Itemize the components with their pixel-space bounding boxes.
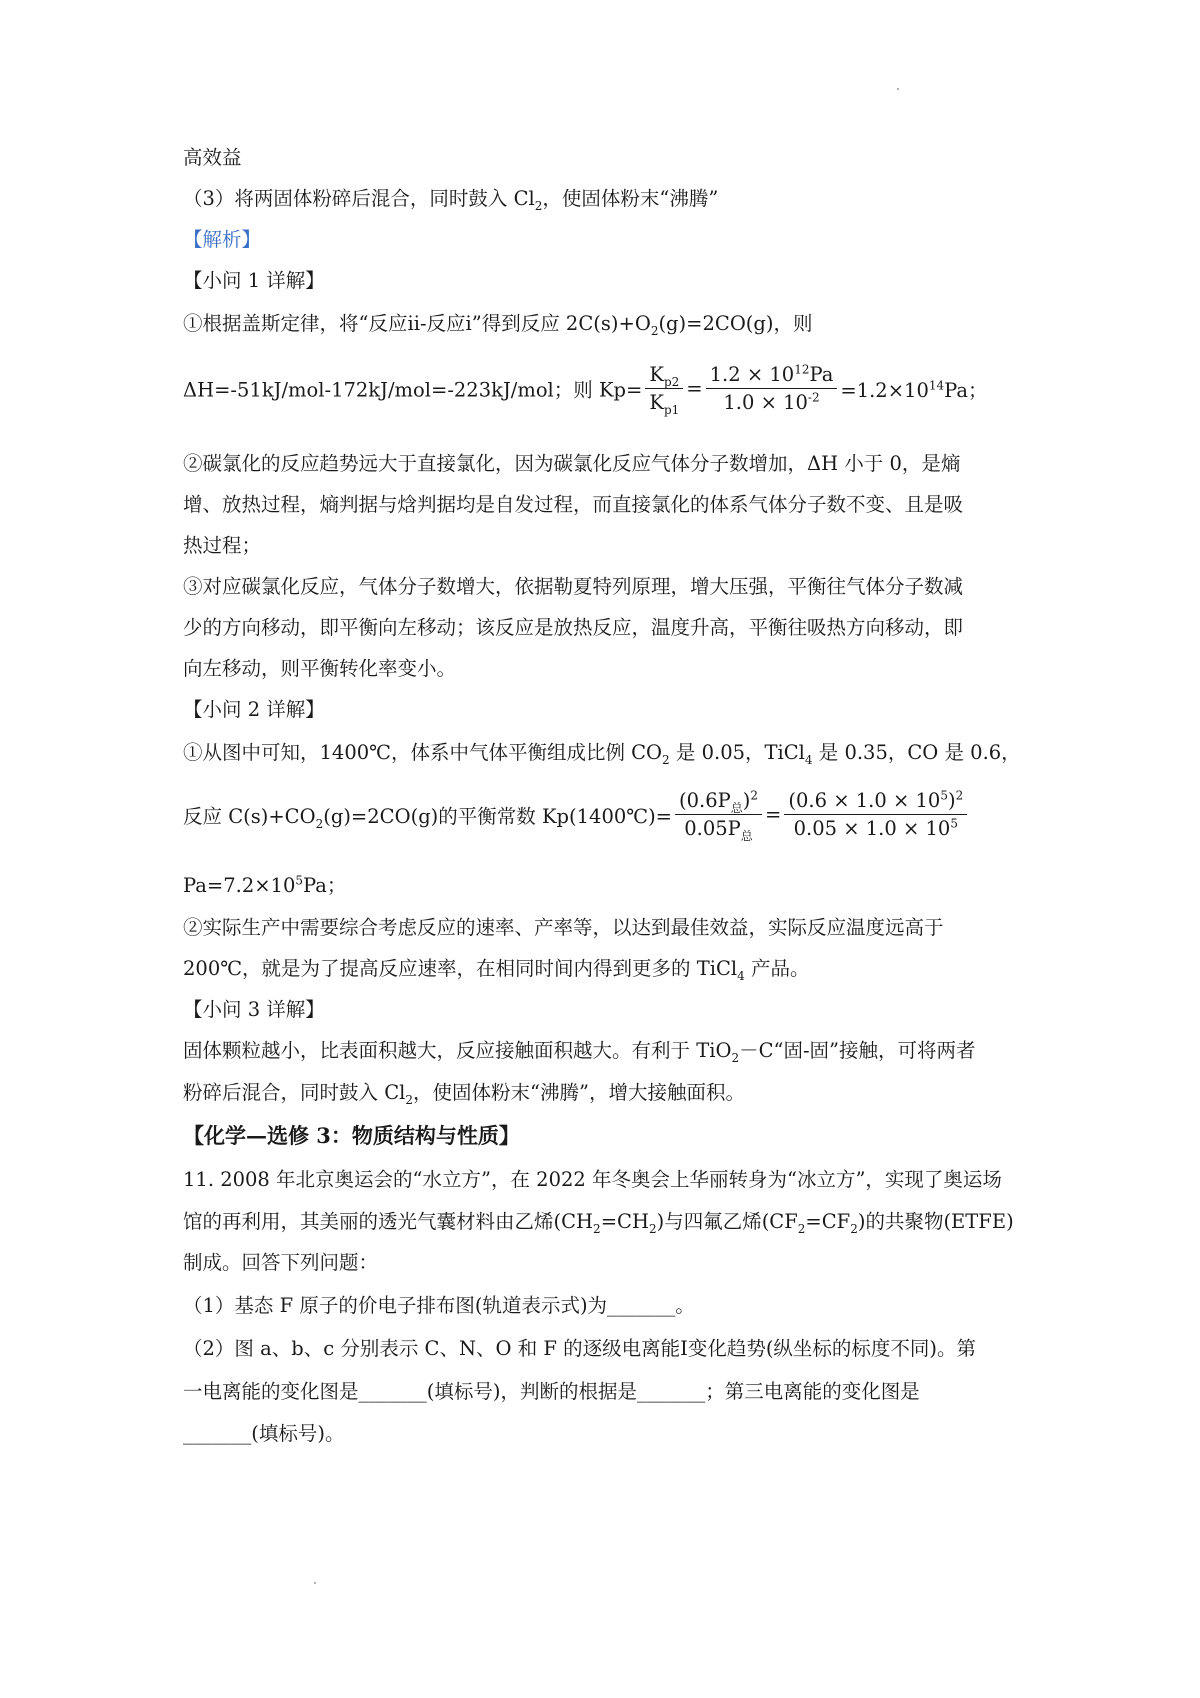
- text-line: 热过程；: [183, 534, 262, 557]
- text-line: 向左移动，则平衡转化率变小。: [183, 657, 457, 680]
- analysis-label: 【解析】: [183, 228, 262, 251]
- fraction-kp-values: $\frac{(0.6 \times 1.0 \times 10^5)^2}{0.05 \times 1.0 \times 10^5}$: [784, 789, 967, 840]
- text-line: 馆的再利用，其美丽的透光气囊材料由乙烯$(CH_2=CH_2)$与四氟乙烯$(CF_2=CF_2)$的共聚物(ETFE): [183, 1210, 1014, 1236]
- text-line: 高效益: [183, 146, 242, 169]
- text-line: 少的方向移动，即平衡向左移动；该反应是放热反应，温度升高，平衡往吸热方向移动，即: [183, 616, 964, 639]
- equation-line: 反应 $C(s)+CO_2(g)=2CO(g)$的平衡常数 Kp(1400℃)= $\frac{(0.6P_总)^2}{0.05P_总}$ = $\frac{(0.6 \times 1.0 \times 10^5)^2}{0.05 \times 1.0 \times 10^5}$: [183, 789, 970, 840]
- section-heading: 【化学—选修 3：物质结构与性质】: [183, 1123, 520, 1148]
- scan-dot: [897, 88, 899, 90]
- question-item: （2）图 a、b、c 分别表示 C、N、O 和 F 的逐级电离能Ⅰ变化趋势(纵坐标的标度不同)。第: [183, 1337, 977, 1360]
- text-line: 固体颗粒越小，比表面积越大，反应接触面积越大。有利于 TiO$_2$－C“固-固”接触，可将两者: [183, 1039, 976, 1065]
- fraction-values: $\frac{1.2 \times 10^{12}Pa}{1.0 \times 10^{-2}}$: [706, 363, 838, 414]
- text-line: 制成。回答下列问题：: [183, 1251, 379, 1274]
- text-line: ①从图中可知，1400℃，体系中气体平衡组成比例 $CO_2$ 是 0.05，TiCl$_4$ 是 0.35，CO 是 0.6，: [183, 741, 1021, 767]
- equation-line: ΔH=-51kJ/mol-172kJ/mol=-223kJ/mol；则 Kp= $\frac{K_{p2}}{K_{p1}}$ = $\frac{1.2 \times 10^{12}Pa}{1.0 \times 10^{-2}}$ $=1.2\times 10^{14}Pa$；: [183, 362, 988, 417]
- subquestion-heading: 【小问 3 详解】: [183, 998, 325, 1021]
- text-line: _______(填标号)。: [183, 1422, 345, 1445]
- text-line: ①根据盖斯定律，将“反应ⅱ-反应ⅰ”得到反应 $2C(s)+O_2(g)=2CO(g)$，则: [183, 312, 813, 338]
- text-line: 增、放热过程，熵判据与焓判据均是自发过程，而直接氯化的体系气体分子数不变、且是吸: [183, 493, 964, 516]
- text-line: （3）将两固体粉碎后混合，同时鼓入 $Cl_2$，使固体粉末“沸腾”: [183, 187, 719, 213]
- text-line: 粉碎后混合，同时鼓入 $Cl_2$，使固体粉末“沸腾”，增大接触面积。: [183, 1081, 745, 1107]
- text-line: ②实际生产中需要综合考虑反应的速率、产率等，以达到最佳效益，实际反应温度远高于: [183, 916, 944, 939]
- text-line: ②碳氯化的反应趋势远大于直接氯化，因为碳氯化反应气体分子数增加，ΔH 小于 0，是熵: [183, 452, 961, 475]
- question-item: （1）基态 F 原子的价电子排布图(轨道表示式)为_______。: [183, 1294, 695, 1317]
- subquestion-heading: 【小问 1 详解】: [183, 269, 325, 292]
- fraction-kp-expression: $\frac{(0.6P_总)^2}{0.05P_总}$: [675, 789, 762, 840]
- text-line: 一电离能的变化图是_______(填标号)，判断的根据是_______；第三电离能的变化图是: [183, 1380, 920, 1403]
- text-line: 200℃，就是为了提高反应速率，在相同时间内得到更多的 TiCl$_4$ 产品。: [183, 957, 810, 983]
- text-line: ③对应碳氯化反应，气体分子数增大，依据勒夏特列原理，增大压强，平衡往气体分子数减: [183, 575, 964, 598]
- text-line: 11. 2008 年北京奥运会的“水立方”，在 2022 年冬奥会上华丽转身为“冰立方”，实现了奥运场: [183, 1168, 1002, 1191]
- text-line: $Pa=7.2\times 10^5Pa$；: [183, 873, 347, 897]
- scan-dot: [314, 1582, 316, 1584]
- subquestion-heading: 【小问 2 详解】: [183, 698, 325, 721]
- fraction-kp: $\frac{K_{p2}}{K_{p1}}$: [645, 363, 683, 414]
